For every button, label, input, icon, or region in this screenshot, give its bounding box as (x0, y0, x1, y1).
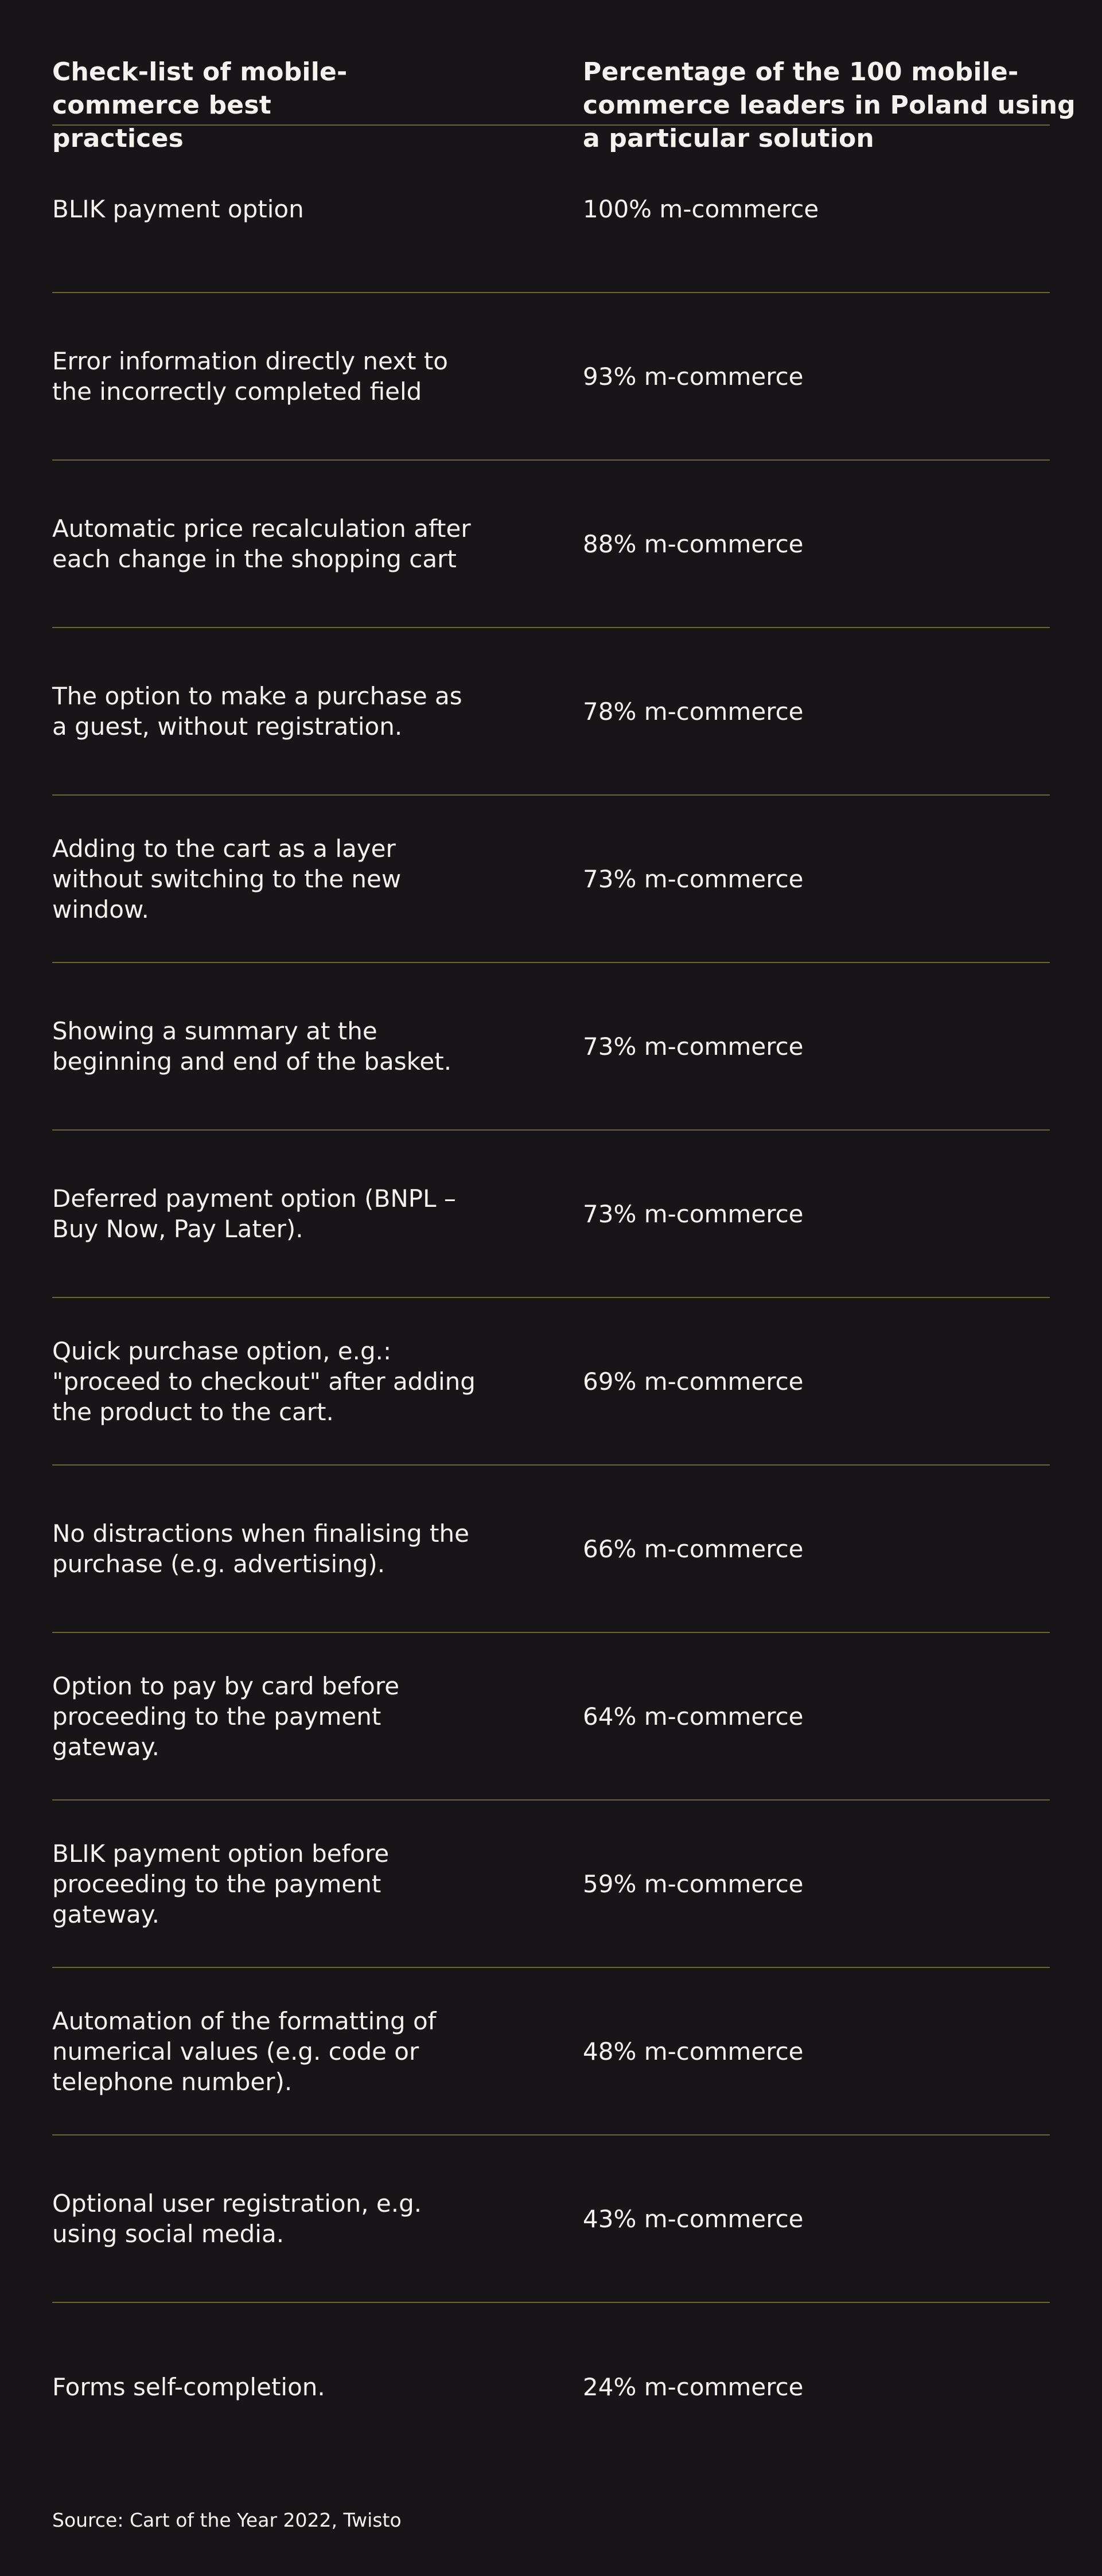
percentage-value: 93% m-commerce (583, 362, 804, 391)
header-percentage (583, 56, 1076, 153)
practice-label: Quick purchase option, e.g.: "proceed to checkout" after adding the product to the cart. (52, 1336, 476, 1426)
practice-label: Automation of the formatting of numerical values (e.g. code or telephone number). (52, 2006, 437, 2096)
percentage-value: 24% m-commerce (583, 2372, 804, 2401)
table-row (52, 1466, 1050, 1633)
table-row (52, 293, 1050, 461)
percentage-value: 73% m-commerce (583, 864, 804, 893)
table-row (52, 1968, 1050, 2135)
practice-label: Showing a summary at the beginning and end of the basket. (52, 1017, 452, 1075)
table-row (52, 2303, 1050, 2470)
table-row (52, 796, 1050, 963)
header-practices (52, 56, 583, 153)
practice-label: Optional user registration, e.g. using social media. (52, 2189, 422, 2248)
table-row (52, 1298, 1050, 1466)
percentage-value: 78% m-commerce (583, 697, 804, 726)
table-row (52, 1801, 1050, 1968)
percentage-value: 73% m-commerce (583, 1032, 804, 1061)
source-note: Source: Cart of the Year 2022, Twisto (52, 2509, 402, 2531)
percentage-value: 59% m-commerce (583, 1869, 804, 1898)
header-practices-label: Check-list of mobile-commerce best practices (52, 57, 348, 153)
percentage-value: 69% m-commerce (583, 1367, 804, 1396)
practice-label: Adding to the cart as a layer without switching to the new window. (52, 834, 402, 923)
practice-label: Automatic price recalculation after each change in the shopping cart (52, 515, 471, 573)
header-percentage-label: Percentage of the 100 mobile-commerce leaders in Poland using a particular solution (583, 57, 1076, 153)
practice-label: The option to make a purchase as a guest, without registration. (52, 682, 462, 741)
practice-label: BLIK payment option (52, 194, 304, 223)
table-row (52, 628, 1050, 796)
percentage-value: 100% m-commerce (583, 194, 819, 223)
practice-label: BLIK payment option before proceeding to the payment gateway. (52, 1839, 390, 1928)
practice-label: Deferred payment option (BNPL – Buy Now, Pay Later). (52, 1184, 456, 1243)
practice-label: Forms self-completion. (52, 2372, 325, 2401)
percentage-value: 88% m-commerce (583, 529, 804, 558)
practice-label: Error information directly next to the incorrectly completed field (52, 347, 448, 406)
table-row (52, 963, 1050, 1131)
percentage-value: 64% m-commerce (583, 1702, 804, 1731)
percentage-value: 66% m-commerce (583, 1534, 804, 1563)
practice-label: Option to pay by card before proceeding to the payment gateway. (52, 1671, 400, 1761)
table-row (52, 461, 1050, 628)
table-row (52, 2135, 1050, 2303)
practice-label: No distractions when finalising the purchase (e.g. advertising). (52, 1519, 469, 1578)
percentage-value: 73% m-commerce (583, 1199, 804, 1228)
percentage-value: 48% m-commerce (583, 2037, 804, 2066)
percentage-value: 43% m-commerce (583, 2204, 804, 2233)
table-row (52, 1633, 1050, 1801)
table-header (52, 0, 1076, 153)
table-row (52, 1131, 1050, 1298)
